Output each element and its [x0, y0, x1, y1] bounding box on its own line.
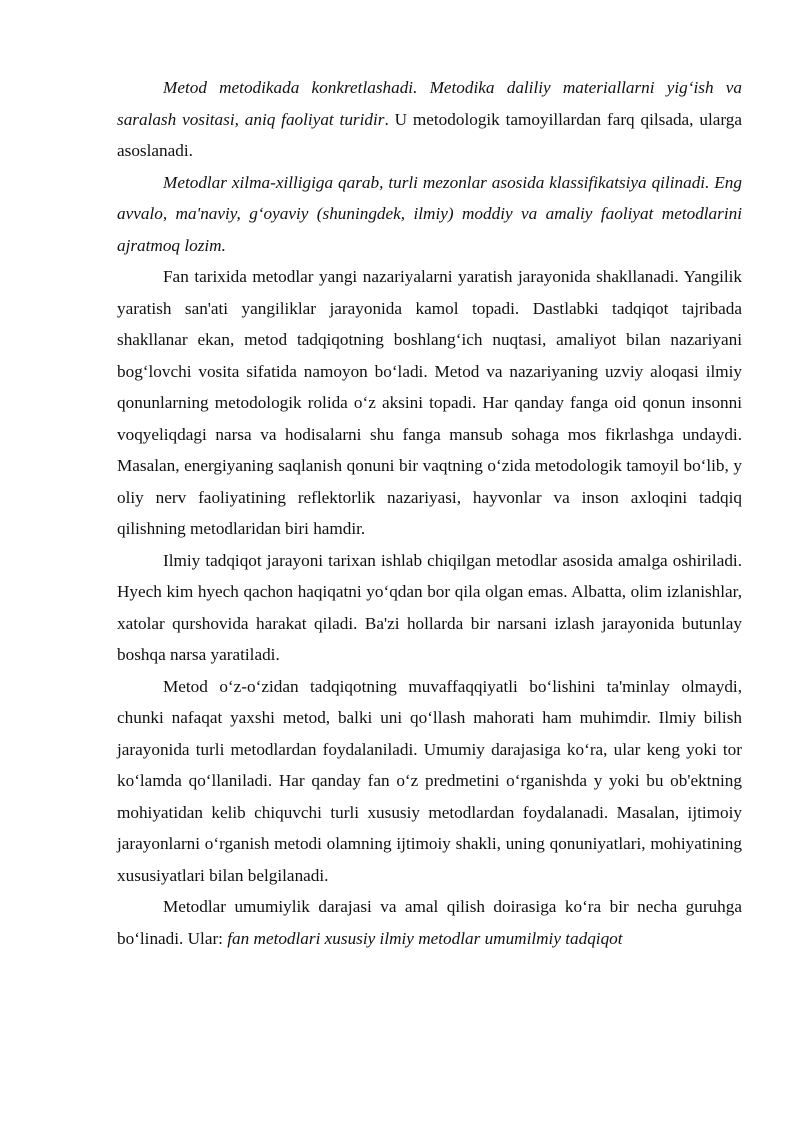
- paragraph-6-italic-tail: fan metodlari xususiy ilmiy metodlar umumilmiy tadqiqot: [227, 928, 623, 948]
- paragraph-4: Ilmiy tadqiqot jarayoni tarixan ishlab chiqilgan metodlar asosida amalga oshiriladi. Hyech kim hyech qachon haqiqatni yo‘qdan bor qila olgan emas. Albatta, olim izlanishlar, xatolar qurshovida harakat qiladi. Ba'zi hollarda bir narsani izlash jarayonida butunlay boshqa narsa yaratiladi.: [117, 550, 742, 664]
- paragraph-1-italic-lead: Metod metodikada konkretlashadi. Metodika daliliy materiallarni yig‘ish va saralash vositasi, aniq faoliyat turidir: [117, 78, 742, 129]
- paragraph-3: Fan tarixida metodlar yangi nazariyalarni yaratish jarayonida shakllanadi. Yangilik yaratish san'ati yangiliklar jarayonida kamol topadi. Dastlabki tadqiqot tajribada shakllanar ekan, metod tadqiqotning boshlang‘ich nuqtasi, amaliyot bilan nazariyani bog‘lovchi vosita sifatida namoyon bo‘ladi. Metod va nazariyaning uzviy aloqasi ilmiy qonunlarning metodologik rolida o‘z aksini topadi. Har qanday fanga oid qonun insonni voqyeliqdagi narsa va hodisalarni shu fanga mansub sohaga mos fikrlashga undaydi. Masalan, energiyaning saqlanish qonuni bir vaqtning o‘zida metodologik tamoyil bo‘lib, y oliy nerv faoliyatining reflektorlik nazariyasi, hayvonlar va inson axloqini tadqiq qilishning metodlaridan biri hamdir.: [117, 267, 742, 538]
- paragraph-1: [117, 72, 742, 167]
- paragraph-1-text: . U metodologik tamoyillardan farq qilsada, ularga asoslanadi.: [117, 109, 742, 160]
- paragraph-2: Metodlar xilma-xilligiga qarab, turli mezonlar asosida klassifikatsiya qilinadi. Eng avvalo, ma'naviy, g‘oyaviy (shuningdek, ilmiy) moddiy va amaliy faoliyat metodlarini ajratmoq lozim.: [117, 172, 742, 255]
- paragraph-6-text: Metodlar umumiylik darajasi va amal qilish doirasiga ko‘ra bir necha guruhga bo‘linadi. Ular:: [117, 897, 742, 948]
- paragraph-6: [117, 891, 742, 954]
- document-page: [117, 72, 742, 954]
- paragraph-5: Metod o‘z-o‘zidan tadqiqotning muvaffaqqiyatli bo‘lishini ta'minlay olmaydi, chunki nafaqat yaxshi metod, balki uni qo‘llash mahorati ham muhimdir. Ilmiy bilish jarayonida turli metodlardan foydalaniladi. Umumiy darajasiga ko‘ra, ular keng yoki tor ko‘lamda qo‘llaniladi. Har qanday fan o‘z predmetini o‘rganishda y yoki bu ob'ektning mohiyatidan kelib chiquvchi turli xususiy metodlardan foydalanadi. Masalan, ijtimoiy jarayonlarni o‘rganish metodi olamning ijtimoiy shakli, uning qonuniyatlari, mohiyatining xususiyatlari bilan belgilanadi.: [117, 676, 742, 885]
